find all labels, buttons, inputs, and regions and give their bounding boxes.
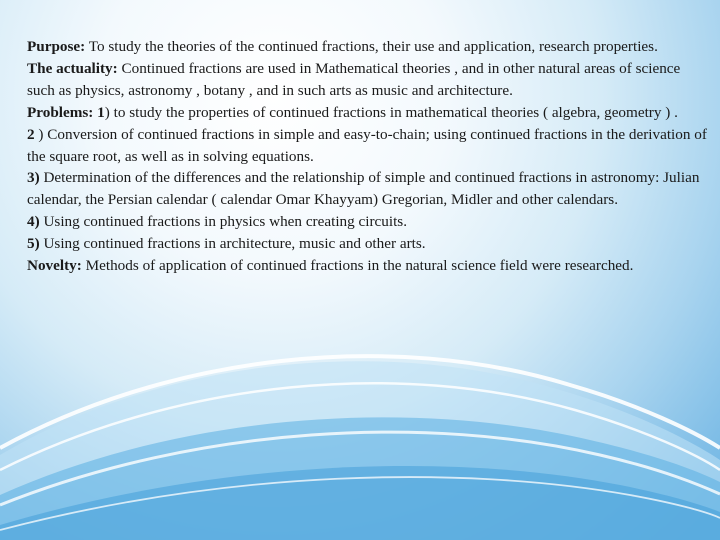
purpose-paragraph (27, 36, 711, 58)
purpose-label: Purpose: (27, 38, 86, 55)
problem-2-label: 2 (27, 125, 39, 143)
novelty-label: Novelty: (27, 257, 82, 275)
problem-4-paragraph (27, 211, 711, 233)
actuality-text: Continued fractions are used in Mathematical theories , and in other natural areas of science such as physics, astronomy , botany , and in such arts as music and architecture. (27, 59, 681, 99)
problem-5-paragraph (27, 233, 711, 255)
purpose-text: To study the theories of the continued fractions, their use and application, research properties. (85, 38, 658, 55)
problem-1-text: ) to study the properties of continued fractions in mathematical theories ( algebra, geometry ) . (104, 103, 678, 121)
problem-5-text: Using continued fractions in architecture, music and other arts. (39, 235, 426, 253)
problem-3-paragraph (27, 167, 711, 211)
problem-2-paragraph (27, 124, 711, 168)
novelty-paragraph (27, 255, 711, 277)
actuality-paragraph (27, 58, 711, 102)
problem-3-text: Determination of the differences and the relationship of simple and continued fractions in astronomy: Julian calendar, the Persian calendar ( calendar Omar Khayyam) Gregorian, Midler and other calendars. (27, 169, 700, 209)
problem-5-label: 5) (27, 235, 40, 253)
problem-3-label: 3) (27, 169, 40, 187)
actuality-label: The actuality: (27, 59, 118, 77)
problems-paragraph (27, 102, 711, 124)
body-text (27, 36, 711, 277)
problem-4-label: 4) (27, 213, 40, 231)
problems-label: Problems: 1 (27, 103, 105, 121)
problem-2-text: ) Conversion of continued fractions in simple and easy-to-chain; using continued fractions in the derivation of the square root, as well as in solving equations. (27, 125, 707, 165)
novelty-text: Methods of application of continued fractions in the natural science field were researched. (81, 257, 634, 275)
problem-4-text: Using continued fractions in physics when creating circuits. (39, 213, 408, 231)
